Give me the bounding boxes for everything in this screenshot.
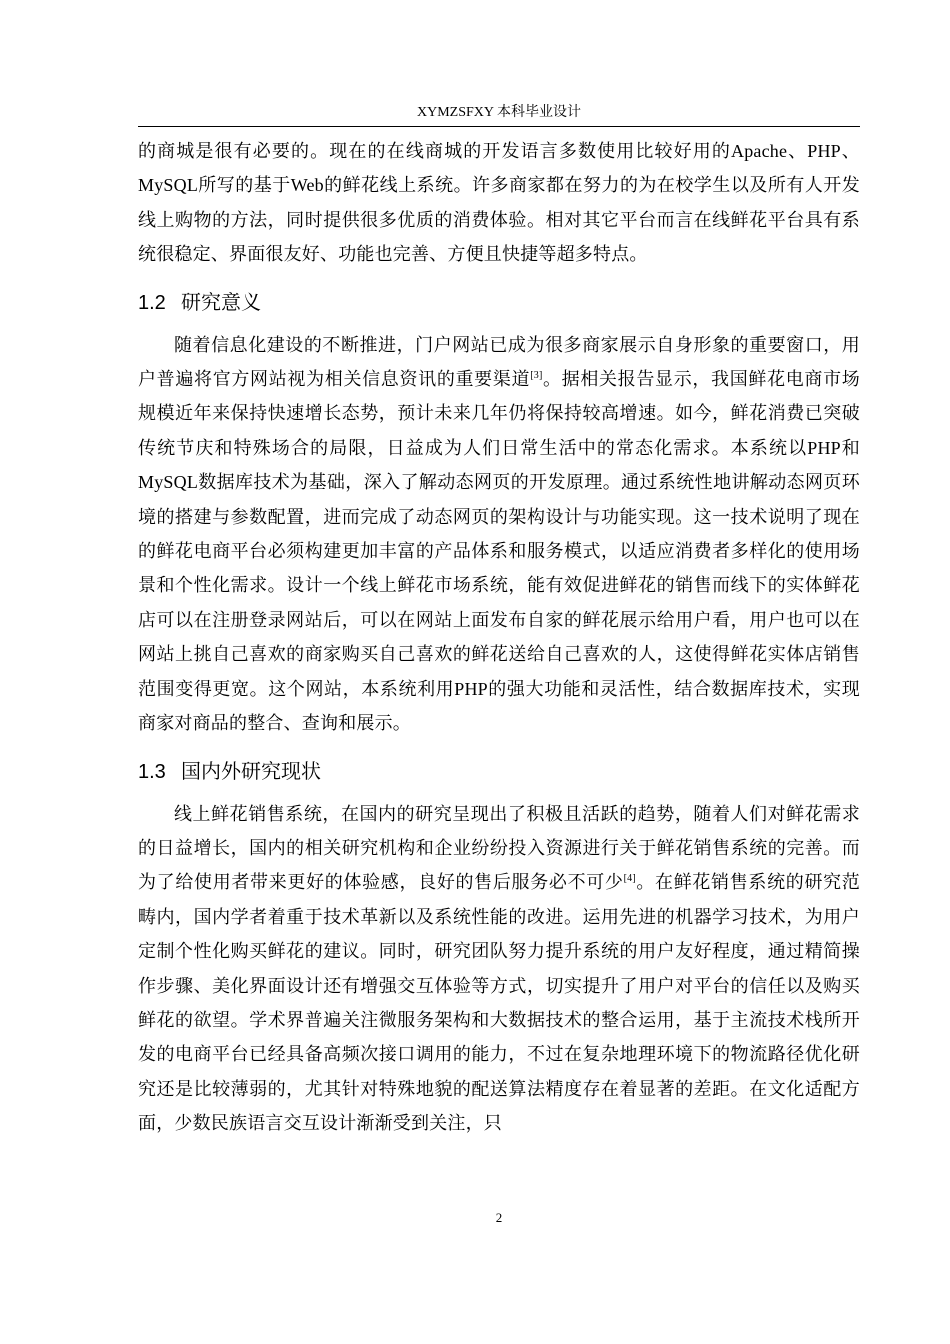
paragraph-text: 随着信息化建设的不断推进，门户网站已成为很多商家展示自身形象的重要窗口，用户普遍将官方网站视为相关信息资讯的重要渠道: [138, 334, 860, 390]
page-body: [138, 134, 860, 1141]
paragraph-continued-intro: 的商城是很有必要的。现在的在线商城的开发语言多数使用比较好用的Apache、PHP、MySQL所写的基于Web的鲜花线上系统。许多商家都在努力的为在校学生以及所有人开发线上购物的方法，同时提供很多优质的消费体验。相对其它平台而言在线鲜花平台具有系统很稳定、界面很友好、功能也完善、方便且快捷等超多特点。: [138, 141, 860, 265]
section-heading-1-3: [138, 757, 860, 785]
section-title: 国内外研究现状: [181, 758, 321, 783]
citation-ref: [4]: [623, 873, 636, 885]
section-title: 研究意义: [181, 289, 261, 314]
section-heading-1-2: [138, 288, 860, 316]
paragraph-text: 。据相关报告显示，我国鲜花电商市场规模近年来保持快速增长态势，预计未来几年仍将保持较高增速。如今，鲜花消费已突破传统节庆和特殊场合的局限，日益成为人们日常生活中的常态化需求。本系统以PHP和MySQL数据库技术为基础，深入了解动态网页的开发原理。通过系统性地讲解动态网页环境的搭建与参数配置，进而完成了动态网页的架构设计与功能实现。这一技术说明了现在的鲜花电商平台必须构建更加丰富的产品体系和服务模式，以适应消费者多样化的使用场景和个性化需求。设计一个线上鲜花市场系统，能有效促进鲜花的销售而线下的实体鲜花店可以在注册登录网站后，可以在网站上面发布自家的鲜花展示给用户看，用户也可以在网站上挑自己喜欢的商家购买自己喜欢的鲜花送给自己喜欢的人，这使得鲜花实体店销售范围变得更宽。这个网站，本系统利用PHP的强大功能和灵活性，结合数据库技术，实现商家对商品的整合、查询和展示。: [138, 369, 860, 734]
paragraph-research-status: [138, 797, 860, 1141]
paragraph-text: 线上鲜花销售系统，在国内的研究呈现出了积极且活跃的趋势，随着人们对鲜花需求的日益增长，国内的相关研究机构和企业纷纷投入资源进行关于鲜花销售系统的完善。而为了给使用者带来更好的体验感，良好的售后服务必不可少: [138, 803, 860, 893]
section-number: 1.3: [138, 760, 166, 783]
header-divider: [138, 126, 860, 127]
paragraph-research-significance: [138, 328, 860, 741]
section-number: 1.2: [138, 291, 166, 314]
page-number: 2: [495, 1210, 503, 1225]
citation-ref: [3]: [530, 370, 543, 382]
running-header: XYMZSFXY 本科毕业设计: [417, 105, 581, 120]
paragraph-text: 。在鲜花销售系统的研究范畴内，国内学者着重于技术革新以及系统性能的改进。运用先进的机器学习技术，为用户定制个性化购买鲜花的建议。同时，研究团队努力提升系统的用户友好程度，通过精简操作步骤、美化界面设计还有增强交互体验等方式，切实提升了用户对平台的信任以及购买鲜花的欲望。学术界普遍关注微服务架构和大数据技术的整合运用，基于主流技术栈所开发的电商平台已经具备高频次接口调用的能力，不过在复杂地理环境下的物流路径优化研究还是比较薄弱的，尤其针对特殊地貌的配送算法精度存在着显著的差距。在文化适配方面，少数民族语言交互设计渐渐受到关注，只: [138, 872, 860, 1134]
